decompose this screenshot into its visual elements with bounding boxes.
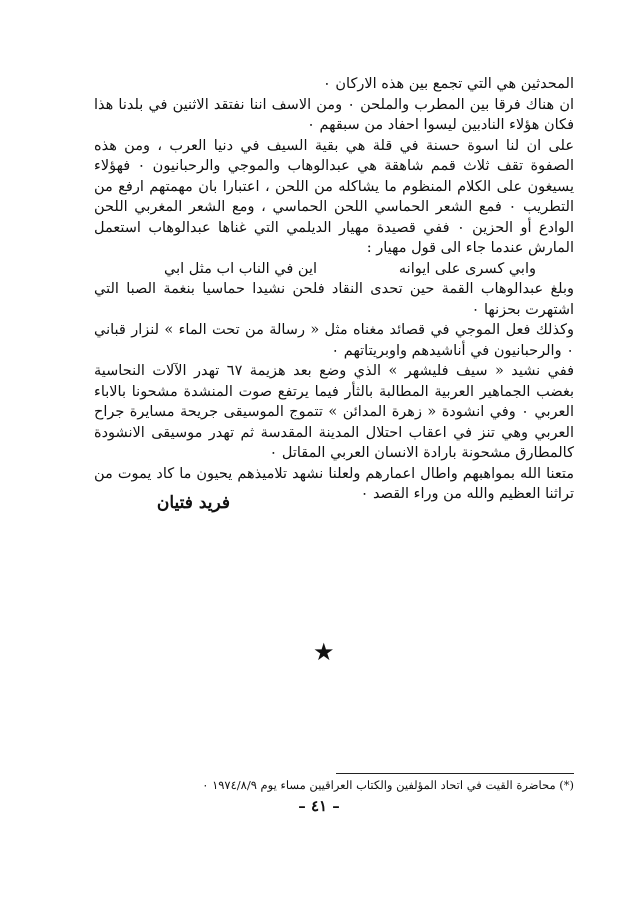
- page-number: – ٤١ –: [298, 797, 340, 815]
- star-ornament-icon: ★: [313, 638, 335, 666]
- paragraph-1: المحدثين هي التي تجمع بين هذه الاركان ٠: [322, 76, 574, 92]
- paragraph-3: على ان لنا اسوة حسنة في قلة هي بقية السيف في دنيا العرب ، ومن هذه الصفوة تقف ثلاث قمم شاهقة هي عبدالوهاب والموجي والرحبانيون ٠ فهؤلاء يسيغون على الكلام المنظوم ما يشاكله من اللحن ، اعتبارا بان مهمتهم ارفع من التطريب ٠ فمع الشعر الحماسي اللحن الحماسي ، ومع الشعر المغربي اللحن الوادع أو الحزين ٠ ففي قصيدة مهيار الديلمي التي غناها عبدالوهاب استعمل المارش عندما جاء الى قول مهيار :: [94, 137, 575, 256]
- paragraph-6: ففي نشيد « سيف فليشهر » الذي وضع بعد هزيمة ٦٧ تهدر الآلات النحاسية بغضب الجماهير العربية المطالبة بالثأر فيما يرتفع صوت المنشدة مشحونا بالاباء العربي ٠ وفي انشودة « زهرة المدائن » تتموج الموسيقى جريحة مسايرة جراح العربي وهي تنز في اعقاب احتلال المدينة المقدسة ثم تهدر موسيقى الانشودة كالمطارق مشحونة بارادة الانسان العربي المقاتل ٠: [94, 363, 575, 461]
- footnote-divider: [336, 773, 574, 774]
- poetry-verse: [94, 259, 574, 280]
- paragraph-7: متعنا الله بمواهبهم واطال اعمارهم ولعلنا نشهد تلاميذهم يحيون ما كاد يموت من تراثنا العظيم والله من وراء القصد ٠: [94, 465, 574, 502]
- article-body: [94, 74, 574, 505]
- footnote: (*) محاضرة القيت في اتحاد المؤلفين والكتاب العراقيين مساء يوم ١٩٧٤/٨/٩ ٠: [202, 778, 574, 792]
- verse-second-hemistich: اين في الناب اب مثل ابي: [164, 260, 318, 277]
- paragraph-5: وكذلك فعل الموجي في قصائد مغناه مثل « رسالة من تحت الماء » لنزار قباني ٠ والرحبانيون في أناشيدهم واوبريتاتهم ٠: [94, 322, 574, 359]
- verse-first-hemistich: وابي كسرى على ايوانه: [398, 260, 536, 277]
- paragraph-2: ان هناك فرقا بين المطرب والملحن ٠ ومن الاسف اننا نفتقد الاثنين في بلدنا هذا فكان هؤلاء النادبين ليسوا احفاد من سبقهم ٠: [94, 96, 574, 133]
- paragraph-4: وبلغ عبدالوهاب القمة حين تحدى النقاد فلحن نشيدا حماسيا بنغمة الصبا التي اشتهرت بحزنها ٠: [94, 281, 574, 318]
- author-signature: فريد فتيان: [156, 493, 230, 513]
